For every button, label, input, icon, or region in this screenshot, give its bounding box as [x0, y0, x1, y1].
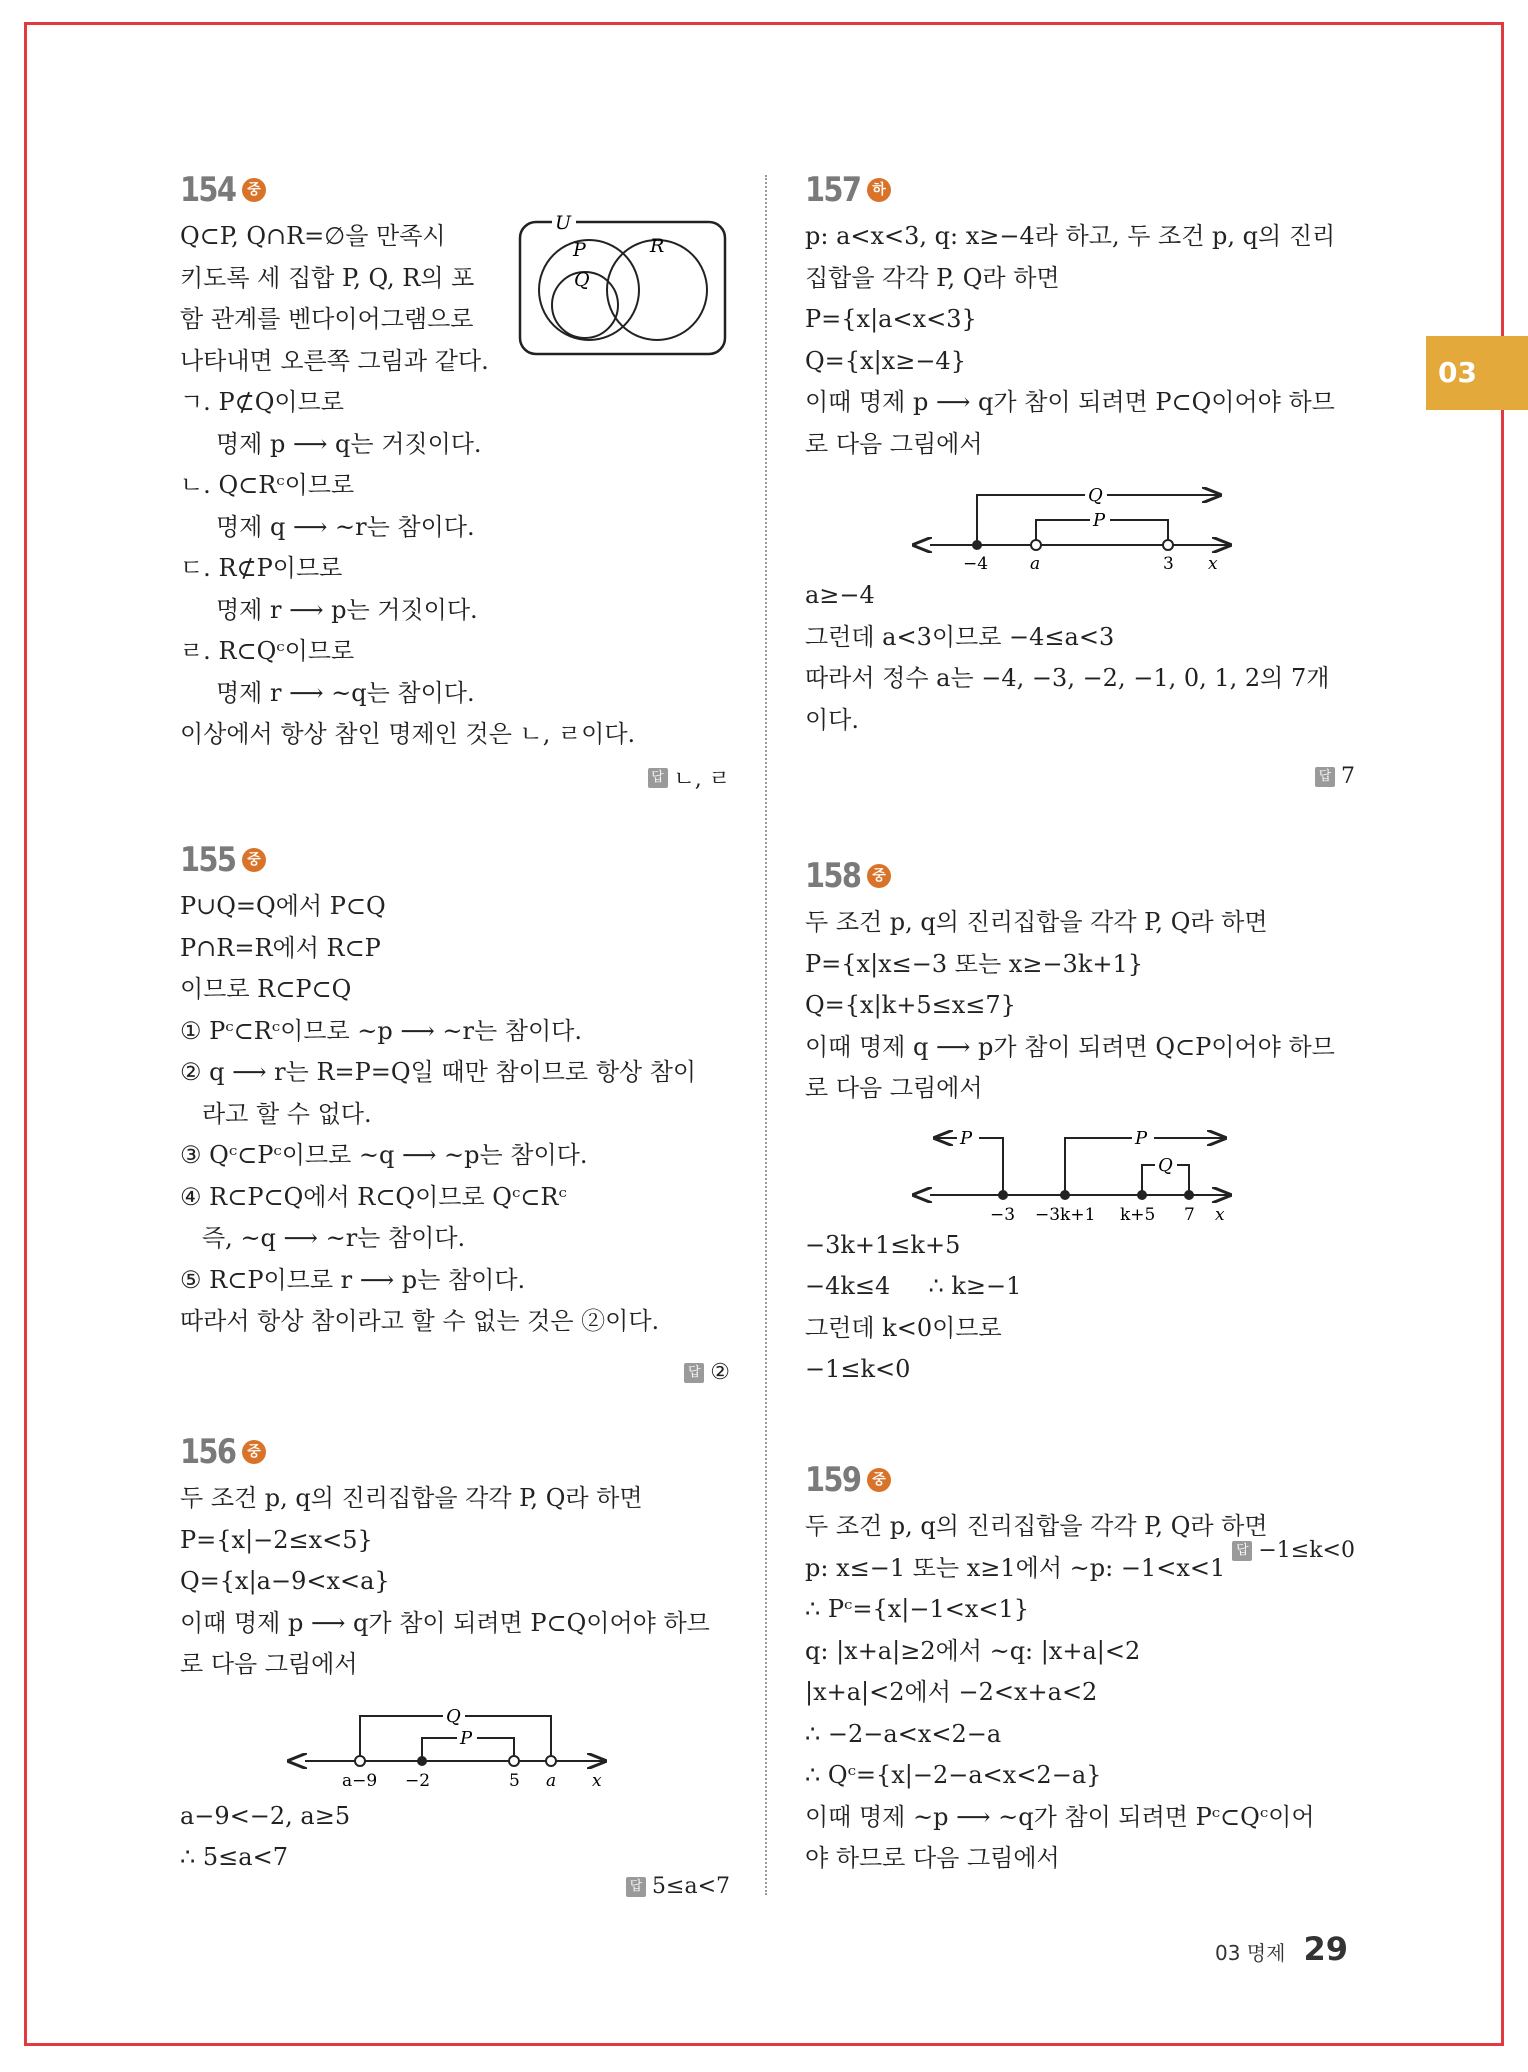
axis-label: x: [592, 1770, 602, 1791]
tick-label: 7: [1184, 1204, 1195, 1225]
column-divider: [765, 175, 767, 1895]
answer-value: ㄴ, ㄹ: [673, 767, 730, 792]
fig-label-q: Q: [1158, 1154, 1173, 1176]
number-line-figure: [805, 1110, 1355, 1225]
venn-label-q: Q: [574, 269, 590, 291]
number-line-figure: [805, 465, 1355, 575]
text-line: ∴ 5≤a<7: [180, 1843, 288, 1871]
item-line: ㄴ. Q⊂Rᶜ이므로: [180, 471, 355, 499]
item-line: ㄹ. R⊂Qᶜ이므로: [180, 637, 355, 665]
answer: [626, 1874, 730, 1899]
text-line: ③ Qᶜ⊂Pᶜ이므로 ~q ⟶ ~p는 참이다.: [180, 1141, 588, 1169]
text-line: ④ R⊂P⊂Q에서 R⊂Q이므로 Qᶜ⊂Rᶜ: [180, 1182, 567, 1211]
text-line: 따라서 항상 참이라고 할 수 없는 것은 ②이다.: [180, 1307, 660, 1335]
chapter-side-tab: [1426, 336, 1528, 410]
text-line: 로 다음 그림에서: [180, 1650, 358, 1678]
text-line: P={x|a<x<3}: [805, 305, 977, 333]
text-line: 이때 명제 ~p ⟶ ~q가 참이 되려면 Pᶜ⊂Qᶜ이어: [805, 1802, 1315, 1831]
text-line: Q={x|a−9<x<a}: [180, 1567, 390, 1595]
text-line: 집합을 각각 P, Q라 하면: [805, 263, 1060, 292]
text-line: P∩R=R에서 R⊂P: [180, 933, 381, 962]
page-number: 29: [1303, 1930, 1348, 1968]
text-line: ① Pᶜ⊂Rᶜ이므로 ~p ⟶ ~r는 참이다.: [180, 1016, 582, 1045]
text-line: P={x|x≤−3 또는 x≥−3k+1}: [805, 949, 1144, 978]
problem-header: [180, 1432, 730, 1472]
item-line: 명제 q ⟶ ~r는 참이다.: [216, 512, 475, 541]
number-line-157: [805, 465, 1355, 575]
axis-label: x: [1208, 554, 1218, 574]
problem-156: [180, 1432, 730, 1899]
text-line: 두 조건 p, q의 진리집합을 각각 P, Q라 하면: [805, 908, 1268, 936]
tick-label: 5: [509, 1770, 520, 1791]
tick-label: a: [546, 1770, 557, 1791]
answer-value: −1≤k<0: [1258, 1538, 1355, 1563]
text-line: 라고 할 수 없다.: [202, 1099, 372, 1128]
text-line: p: a<x<3, q: x≥−4라 하고, 두 조건 p, q의 진리: [805, 222, 1336, 250]
text-line: 두 조건 p, q의 진리집합을 각각 P, Q라 하면: [805, 1512, 1268, 1540]
tick-label: a−9: [342, 1770, 378, 1791]
text-line: 이므로 R⊂P⊂Q: [180, 975, 352, 1003]
number-line-156: [180, 1686, 730, 1796]
venn-label-u: U: [555, 212, 572, 234]
text-line: 로 다음 그림에서: [805, 429, 983, 458]
answer-value: 5≤a<7: [652, 1874, 730, 1899]
item-line: ㄷ. R⊄P이므로: [180, 554, 343, 582]
problem-157: [805, 170, 1355, 789]
problem-155: [180, 840, 730, 1385]
problem-header: [805, 1460, 1355, 1500]
problem-number: 157: [805, 170, 861, 210]
venn-label-r: R: [650, 235, 665, 257]
answer-badge: 답: [1315, 767, 1335, 787]
answer-badge: 답: [648, 768, 668, 788]
text-line: −4k≤4 ∴ k≥−1: [805, 1272, 1022, 1300]
venn-label-p: P: [573, 239, 586, 261]
tick-label: k+5: [1120, 1204, 1156, 1225]
answer-badge: 답: [1232, 1541, 1252, 1561]
problem-number: 156: [180, 1432, 236, 1472]
text-line: a−9<−2, a≥5: [180, 1801, 351, 1830]
text-line: 로 다음 그림에서: [805, 1074, 983, 1102]
text-line: P∪Q=Q에서 P⊂Q: [180, 892, 386, 920]
number-line-figure: [180, 1686, 730, 1796]
item-line: ㄱ. P⊄Q이므로: [180, 388, 344, 416]
venn-diagram: [517, 210, 727, 360]
problem-header: [180, 840, 730, 880]
text-line: 함 관계를 벤다이어그램으로: [180, 305, 474, 333]
tick-label: −3k+1: [1035, 1204, 1096, 1225]
tick-label: 3: [1163, 554, 1174, 574]
text-line: 그런데 a<3이므로 −4≤a<3: [805, 622, 1115, 651]
problem-number: 154: [180, 170, 236, 210]
item-line: 명제 r ⟶ ~q는 참이다.: [216, 678, 475, 707]
text-line: p: x≤−1 또는 x≥1에서 ~p: −1<x<1: [805, 1553, 1226, 1582]
answer-value: 7: [1341, 764, 1355, 789]
difficulty-badge: 중: [242, 178, 266, 202]
fig-label-p: P: [960, 1127, 973, 1149]
text-line: 따라서 정수 a는 −4, −3, −2, −1, 0, 1, 2의 7개: [805, 664, 1330, 692]
text-line: a≥−4: [805, 581, 875, 609]
text-line: P={x|−2≤x<5}: [180, 1525, 373, 1554]
answer-value: ②: [710, 1360, 730, 1385]
text-line: Q={x|k+5≤x≤7}: [805, 991, 1016, 1019]
footer-chapter: 03 명제: [1215, 1941, 1286, 1965]
axis-label: x: [1215, 1204, 1225, 1225]
item-line: 명제 p ⟶ q는 거짓이다.: [216, 429, 482, 458]
text-line: q: |x+a|≥2에서 ~q: |x+a|<2: [805, 1636, 1141, 1665]
text-line: ⑤ R⊂P이므로 r ⟶ p는 참이다.: [180, 1265, 526, 1294]
text-line: ∴ Qᶜ={x|−2−a<x<2−a}: [805, 1761, 1102, 1789]
text-line: ∴ Pᶜ={x|−1<x<1}: [805, 1595, 1030, 1623]
difficulty-badge: 하: [867, 178, 891, 202]
answer-badge: 답: [626, 1877, 646, 1897]
text-line: 이때 명제 p ⟶ q가 참이 되려면 P⊂Q이어야 하므: [805, 388, 1335, 416]
problem-159: [805, 1460, 1355, 1880]
text-line: Q={x|x≥−4}: [805, 346, 966, 375]
tick-label: −4: [963, 554, 989, 574]
answer-badge: 답: [684, 1363, 704, 1383]
conclusion-line: 이상에서 항상 참인 명제인 것은 ㄴ, ㄹ이다.: [180, 720, 636, 748]
difficulty-badge: 중: [867, 1468, 891, 1492]
answer: [1315, 764, 1355, 789]
text-line: 키도록 세 집합 P, Q, R의 포: [180, 263, 475, 292]
difficulty-badge: 중: [242, 848, 266, 872]
page-footer: [1215, 1930, 1348, 1968]
problem-number: 155: [180, 840, 236, 880]
answer: [684, 1360, 730, 1385]
text-line: ∴ −2−a<x<2−a: [805, 1719, 1002, 1748]
answer: [648, 762, 731, 793]
problem-154: [180, 170, 730, 792]
text-line: 이다.: [805, 705, 859, 734]
text-line: 야 하므로 다음 그림에서: [805, 1844, 1060, 1872]
tick-label: −3: [990, 1204, 1016, 1225]
text-line: 이때 명제 p ⟶ q가 참이 되려면 P⊂Q이어야 하므: [180, 1608, 710, 1637]
difficulty-badge: 중: [867, 864, 891, 888]
problem-header: [805, 170, 1355, 210]
text-line: |x+a|<2에서 −2<x+a<2: [805, 1678, 1098, 1706]
problem-header: [180, 170, 730, 210]
text-line: 나타내면 오른쪽 그림과 같다.: [180, 346, 489, 375]
text-line: 즉, ~q ⟶ ~r는 참이다.: [202, 1224, 466, 1252]
fig-label-q: Q: [1088, 485, 1103, 506]
difficulty-badge: 중: [242, 1440, 266, 1464]
text-line: 그런데 k<0이므로: [805, 1313, 1002, 1342]
text-line: 이때 명제 q ⟶ p가 참이 되려면 Q⊂P이어야 하므: [805, 1032, 1335, 1061]
text-line: −1≤k<0: [805, 1355, 911, 1383]
item-line: 명제 r ⟶ p는 거짓이다.: [216, 595, 478, 624]
tick-label: −2: [405, 1770, 431, 1791]
text-line: Q⊂P, Q∩R=∅을 만족시: [180, 222, 446, 250]
number-line-158: [805, 1110, 1355, 1225]
text-line: ② q ⟶ r는 R=P=Q일 때만 참이므로 항상 참이: [180, 1058, 697, 1086]
text-line: −3k+1≤k+5: [805, 1230, 961, 1259]
tick-label: a: [1030, 554, 1041, 574]
problem-number: 158: [805, 856, 861, 896]
problem-header: [805, 856, 1355, 896]
fig-label-p: P: [1135, 1127, 1148, 1149]
fig-label-q: Q: [446, 1705, 461, 1727]
problem-number: 159: [805, 1460, 861, 1500]
chapter-tab-label: 03: [1438, 356, 1477, 389]
fig-label-p: P: [460, 1727, 473, 1749]
text-line: 두 조건 p, q의 진리집합을 각각 P, Q라 하면: [180, 1484, 643, 1512]
fig-label-p: P: [1093, 510, 1106, 531]
